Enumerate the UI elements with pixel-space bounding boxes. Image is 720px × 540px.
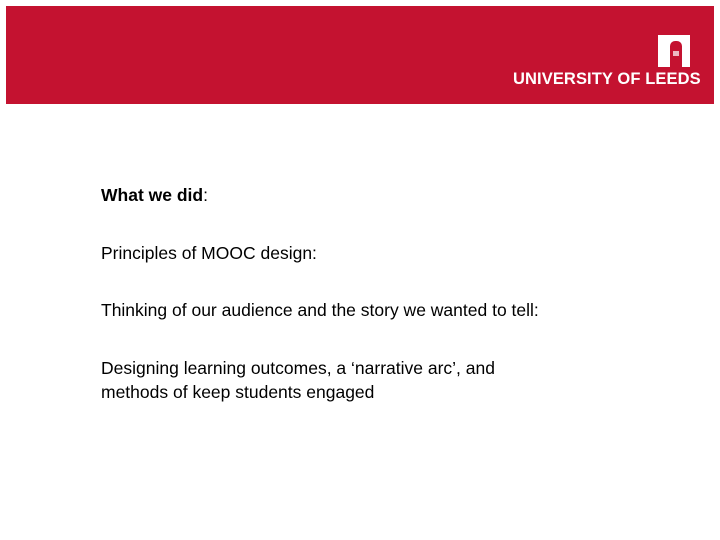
bullet-outcomes-line2: methods of keep students engaged xyxy=(101,382,375,402)
bullet-outcomes-line1: Designing learning outcomes, a ‘narrative arc’, and xyxy=(101,358,495,378)
header-banner xyxy=(6,6,714,104)
heading xyxy=(101,184,208,206)
heading-bold: What we did xyxy=(101,185,204,205)
heading-colon: : xyxy=(203,185,208,205)
university-crest-icon xyxy=(658,35,690,67)
bullet-audience: Thinking of our audience and the story we wanted to tell: xyxy=(101,300,539,320)
bullet-principles: Principles of MOOC design: xyxy=(101,243,317,263)
university-logo-text: UNIVERSITY OF LEEDS xyxy=(513,70,701,88)
